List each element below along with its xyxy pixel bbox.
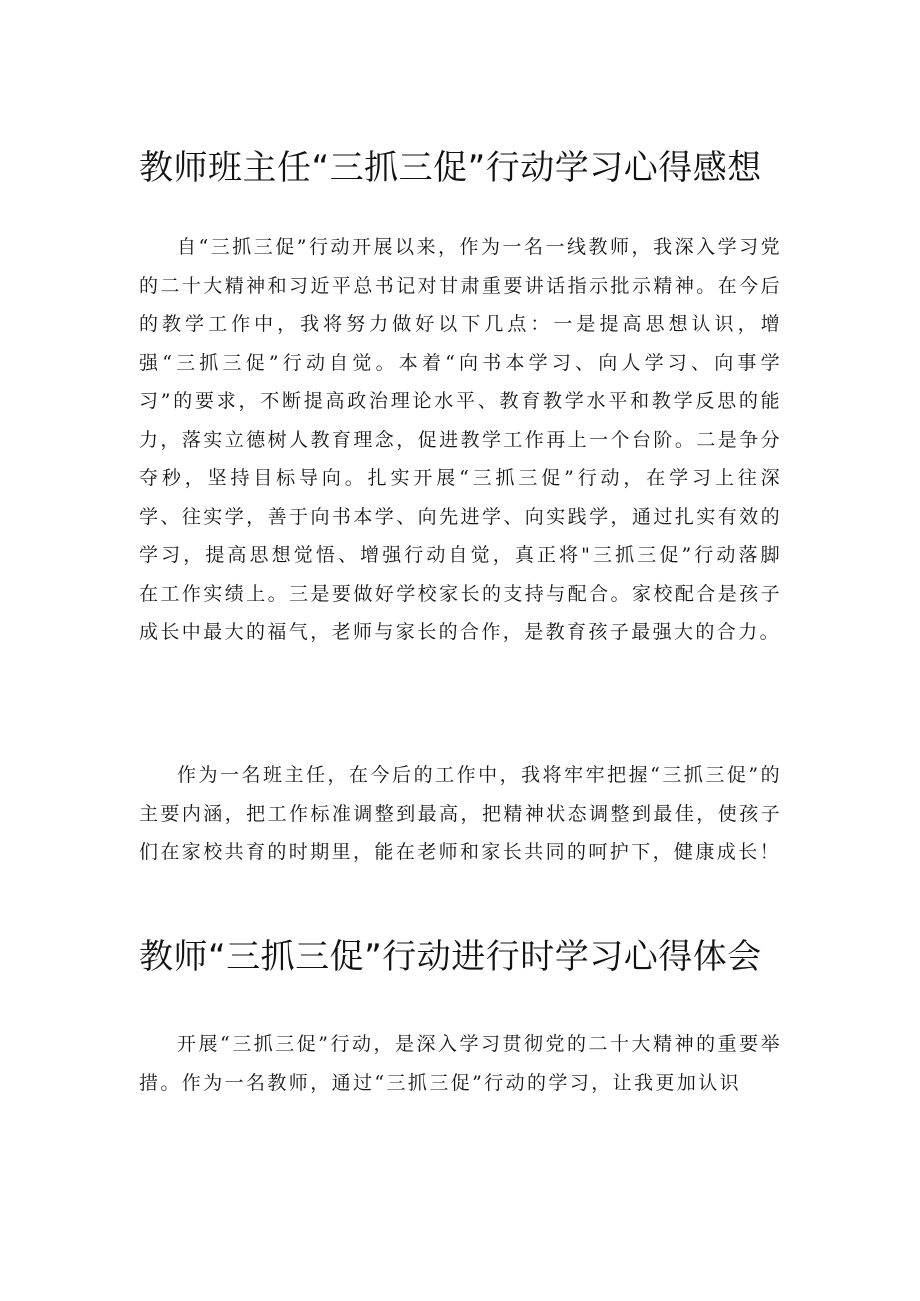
section-2-title: 教师“三抓三促”行动进行时学习心得体会 <box>139 937 762 977</box>
section-1-paragraph-1: 自“三抓三促”行动开展以来，作为一名一线教师，我深入学习党的二十大精神和习近平总书记对甘肃重要讲话指示批示精神。在今后的教学工作中，我将努力做好以下几点：一是提高思想认识，增强“三抓三促”行动自觉。本着“向书本学习、向人学习、向事学习”的要求，不断提高政治理论水平、教育教学水平和教学反思的能力，落实立德树人教育理念，促进教学工作再上一个台阶。二是争分夺秒，坚持目标导向。扎实开展“三抓三促”行动，在学习上往深学、往实学，善于向书本学、向先进学、向实践学，通过扎实有效的学习，提高思想觉悟、增强行动自觉，真正将"三抓三促”行动落脚在工作实绩上。三是要做好学校家长的支持与配合。家校配合是孩子成长中最大的福气，老师与家长的合作，是教育孩子最强大的合力。 <box>139 236 782 643</box>
section-1-title: 教师班主任“三抓三促”行动学习心得感想 <box>139 148 762 188</box>
section-1-paragraph-2: 作为一名班主任，在今后的工作中，我将牢牢把握“三抓三促”的主要内涵，把工作标准调整到最高，把精神状态调整到最佳，使孩子们在家校共育的时期里，能在老师和家长共同的呵护下，健康成长！ <box>139 764 782 863</box>
section-2-paragraph-1: 开展“三抓三促”行动，是深入学习贯彻党的二十大精神的重要举措。作为一名教师，通过“三抓三促”行动的学习，让我更加认识 <box>139 1033 782 1094</box>
